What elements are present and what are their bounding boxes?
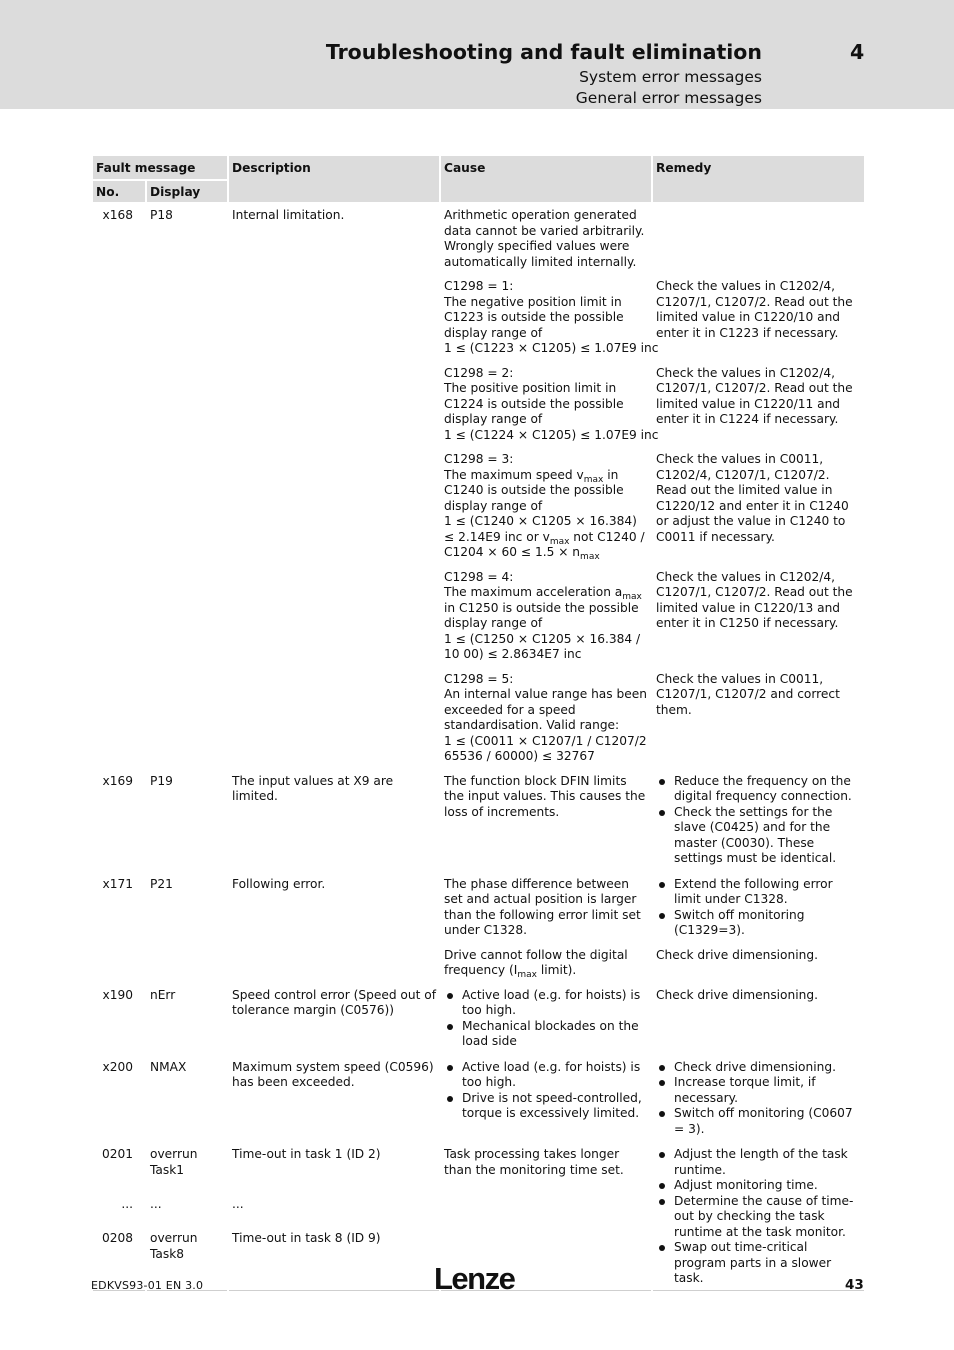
fault-no: 0208: [92, 1226, 146, 1290]
list-item: Increase torque limit, if necessary.: [656, 1075, 861, 1106]
fault-description: Time-out in task 1 (ID 2): [228, 1142, 440, 1192]
lenze-logo: [434, 1261, 518, 1295]
fault-cause: [440, 1055, 652, 1143]
list-item: Switch off monitoring (C0607 = 3).: [656, 1106, 861, 1137]
fault-remedy: Check the values in C1202/4, C1207/1, C1207/2. Read out the limited value in C1220/11 and enter it in C1224 if necessary.: [652, 361, 865, 448]
fault-description: Speed control error (Speed out of tolerance margin (C0576)): [228, 983, 440, 1055]
fault-remedy: Check the values in C1202/4, C1207/1, C1207/2. Read out the limited value in C1220/10 and enter it in C1223 if necessary.: [652, 274, 865, 361]
fault-display: P21: [146, 872, 228, 983]
cause-formula: 1 ≤ (C1223 × C1205) ≤ 1.07E9 inc: [444, 341, 659, 355]
fault-cause: The function block DFIN limits the input values. This causes the loss of increments.: [440, 769, 652, 872]
table-row: [92, 769, 865, 872]
fault-no: x168: [92, 203, 146, 769]
document-id: EDKVS93-01 EN 3.0: [91, 1279, 204, 1292]
fault-no: x190: [92, 983, 146, 1055]
list-item: Adjust the length of the task runtime.: [656, 1147, 861, 1178]
remedy-list: [656, 877, 861, 939]
list-item: Mechanical blockades on the load side: [444, 1019, 648, 1050]
remedy-list: [656, 1147, 861, 1287]
fault-no: ...: [92, 1192, 146, 1226]
fault-cause: [440, 983, 652, 1055]
cause-text: [444, 468, 648, 515]
cause-text-part: Drive cannot follow the digital frequency (I: [444, 947, 628, 977]
table-row: [92, 872, 865, 943]
subsection-subtitle: General error messages: [575, 89, 762, 107]
list-item: Determine the cause of time-out by checking the task runtime at the task monitor.: [656, 1194, 861, 1241]
cause-text-part: The maximum acceleration a: [444, 585, 623, 599]
page-number: 43: [845, 1277, 864, 1293]
cause-text-part: in C1240 is outside the possible display range of: [444, 467, 624, 513]
fault-description: Maximum system speed (C0596) has been exceeded.: [228, 1055, 440, 1143]
fault-no: x169: [92, 769, 146, 872]
table-header-row: [92, 155, 865, 180]
cause-text-part: The maximum speed v: [444, 467, 584, 482]
cause-label: C1298 = 2:: [444, 365, 514, 380]
remedy-list: [656, 774, 861, 867]
cause-list: [444, 1060, 648, 1122]
cause-label: C1298 = 3:: [444, 452, 514, 466]
fault-cause: [440, 447, 652, 565]
fault-no: x171: [92, 872, 146, 983]
cause-formula-part: not C1240 / C1204 × 60 ≤ 1.5 × n: [444, 529, 645, 559]
list-item: Reduce the frequency on the digital frequency connection.: [656, 774, 861, 805]
cause-label: C1298 = 1:: [444, 279, 514, 293]
fault-no: x200: [92, 1055, 146, 1143]
subscript-max: max: [517, 970, 537, 980]
cause-formula: 1 ≤ (C1224 × C1205) ≤ 1.07E9 inc: [444, 427, 659, 442]
fault-remedy: [652, 203, 865, 274]
fault-description: [228, 943, 440, 983]
fault-display: P18: [146, 203, 228, 769]
cause-formula: [444, 514, 648, 561]
cause-formula: 1 ≤ (C0011 × C1207/1 / C1207/2 65536 / 60000) ≤ 32767: [444, 733, 647, 763]
fault-cause: [440, 565, 652, 667]
fault-no: 0201: [92, 1142, 146, 1192]
fault-cause: [440, 667, 652, 769]
cause-text: The positive position limit in C1224 is outside the possible display range of: [444, 381, 624, 426]
header-display: Display: [146, 180, 228, 204]
fault-display: overrun Task8: [146, 1226, 228, 1290]
cause-list: [444, 988, 648, 1050]
subscript-max: max: [580, 552, 600, 562]
list-item: Swap out time-critical program parts in a slower task.: [656, 1240, 861, 1287]
subscript-max: max: [622, 592, 642, 602]
header-fault-message: Fault message: [92, 155, 228, 180]
cause-formula: 1 ≤ (C1250 × C1205 × 16.384 / 10 00) ≤ 2.8634E7 inc: [444, 631, 641, 661]
cause-label: C1298 = 4:: [444, 569, 514, 584]
subscript-max: max: [549, 536, 570, 547]
fault-description: The input values at X9 are limited.: [228, 769, 440, 872]
fault-remedy: Check the values in C0011, C1202/4, C1207/1, C1207/2. Read out the limited value in C1220/12 and enter it in C1240 or adjust the value in C1240 to C0011 if necessary.: [652, 447, 865, 565]
fault-description: Following error.: [228, 872, 440, 943]
cause-text: [444, 585, 648, 632]
fault-description: ...: [228, 1192, 440, 1226]
cause-text-part: limit).: [536, 963, 577, 977]
header-no: No.: [92, 180, 146, 204]
chapter-number: 4: [850, 40, 865, 64]
list-item: Drive is not speed-controlled, torque is excessively limited.: [444, 1091, 648, 1122]
fault-cause: [440, 943, 652, 983]
fault-description: Internal limitation.: [228, 203, 440, 769]
list-item: Active load (e.g. for hoists) is too high.: [444, 988, 648, 1019]
table-row: [92, 203, 865, 274]
section-subtitle: System error messages: [579, 68, 762, 86]
fault-remedy: Check the values in C0011, C1207/1, C1207/2 and correct them.: [652, 667, 865, 769]
list-item: Active load (e.g. for hoists) is too high.: [444, 1060, 648, 1091]
table-row: [92, 983, 865, 1055]
table-row: [92, 1055, 865, 1143]
page-title: Troubleshooting and fault elimination: [325, 40, 762, 64]
header-cause: Cause: [440, 155, 652, 203]
fault-remedy: [652, 1055, 865, 1143]
fault-description: Time-out in task 8 (ID 9): [228, 1226, 440, 1290]
list-item: Switch off monitoring (C1329=3).: [656, 908, 861, 939]
list-item: Adjust monitoring time.: [656, 1178, 861, 1194]
remedy-list: [656, 1060, 861, 1138]
cause-text: An internal value range has been exceeded for a speed standardisation. Valid range:: [444, 687, 647, 732]
fault-cause: Arithmetic operation generated data cannot be varied arbitrarily. Wrongly specified values were automatically limited internally.: [440, 203, 652, 274]
fault-remedy: Check drive dimensioning.: [652, 983, 865, 1055]
fault-cause: The phase difference between set and actual position is larger than the following error limit set under C1328.: [440, 872, 652, 943]
fault-remedy: [652, 872, 865, 943]
fault-display: nErr: [146, 983, 228, 1055]
header-description: Description: [228, 155, 440, 203]
table-row: [92, 1142, 865, 1192]
fault-remedy: Check the values in C1202/4, C1207/1, C1207/2. Read out the limited value in C1220/13 and enter it in C1250 if necessary.: [652, 565, 865, 667]
subscript-max: max: [583, 474, 604, 485]
fault-table: [91, 154, 866, 1291]
fault-display: P19: [146, 769, 228, 872]
fault-display: ...: [146, 1192, 228, 1226]
fault-cause: [440, 361, 659, 448]
fault-cause: [440, 274, 659, 361]
header-remedy: Remedy: [652, 155, 865, 203]
fault-remedy: [652, 769, 865, 872]
fault-remedy: [652, 1142, 865, 1290]
fault-display: NMAX: [146, 1055, 228, 1143]
fault-remedy: Check drive dimensioning.: [652, 943, 865, 983]
fault-cause: Task processing takes longer than the monitoring time set.: [440, 1142, 652, 1290]
list-item: Check the settings for the slave (C0425) and for the master (C0030). These settings must be identical.: [656, 805, 861, 867]
cause-text: The negative position limit in C1223 is outside the possible display range of: [444, 294, 624, 340]
cause-text-part: in C1250 is outside the possible display range of: [444, 600, 639, 630]
list-item: Check drive dimensioning.: [656, 1060, 861, 1076]
logo-text: Lenze: [434, 1261, 515, 1295]
fault-display: overrun Task1: [146, 1142, 228, 1192]
list-item: Extend the following error limit under C1328.: [656, 877, 861, 908]
cause-formula-part: 1 ≤ (C1240 × C1205 × 16.384) ≤ 2.14E9 inc or v: [444, 514, 637, 544]
cause-label: C1298 = 5:: [444, 671, 514, 686]
